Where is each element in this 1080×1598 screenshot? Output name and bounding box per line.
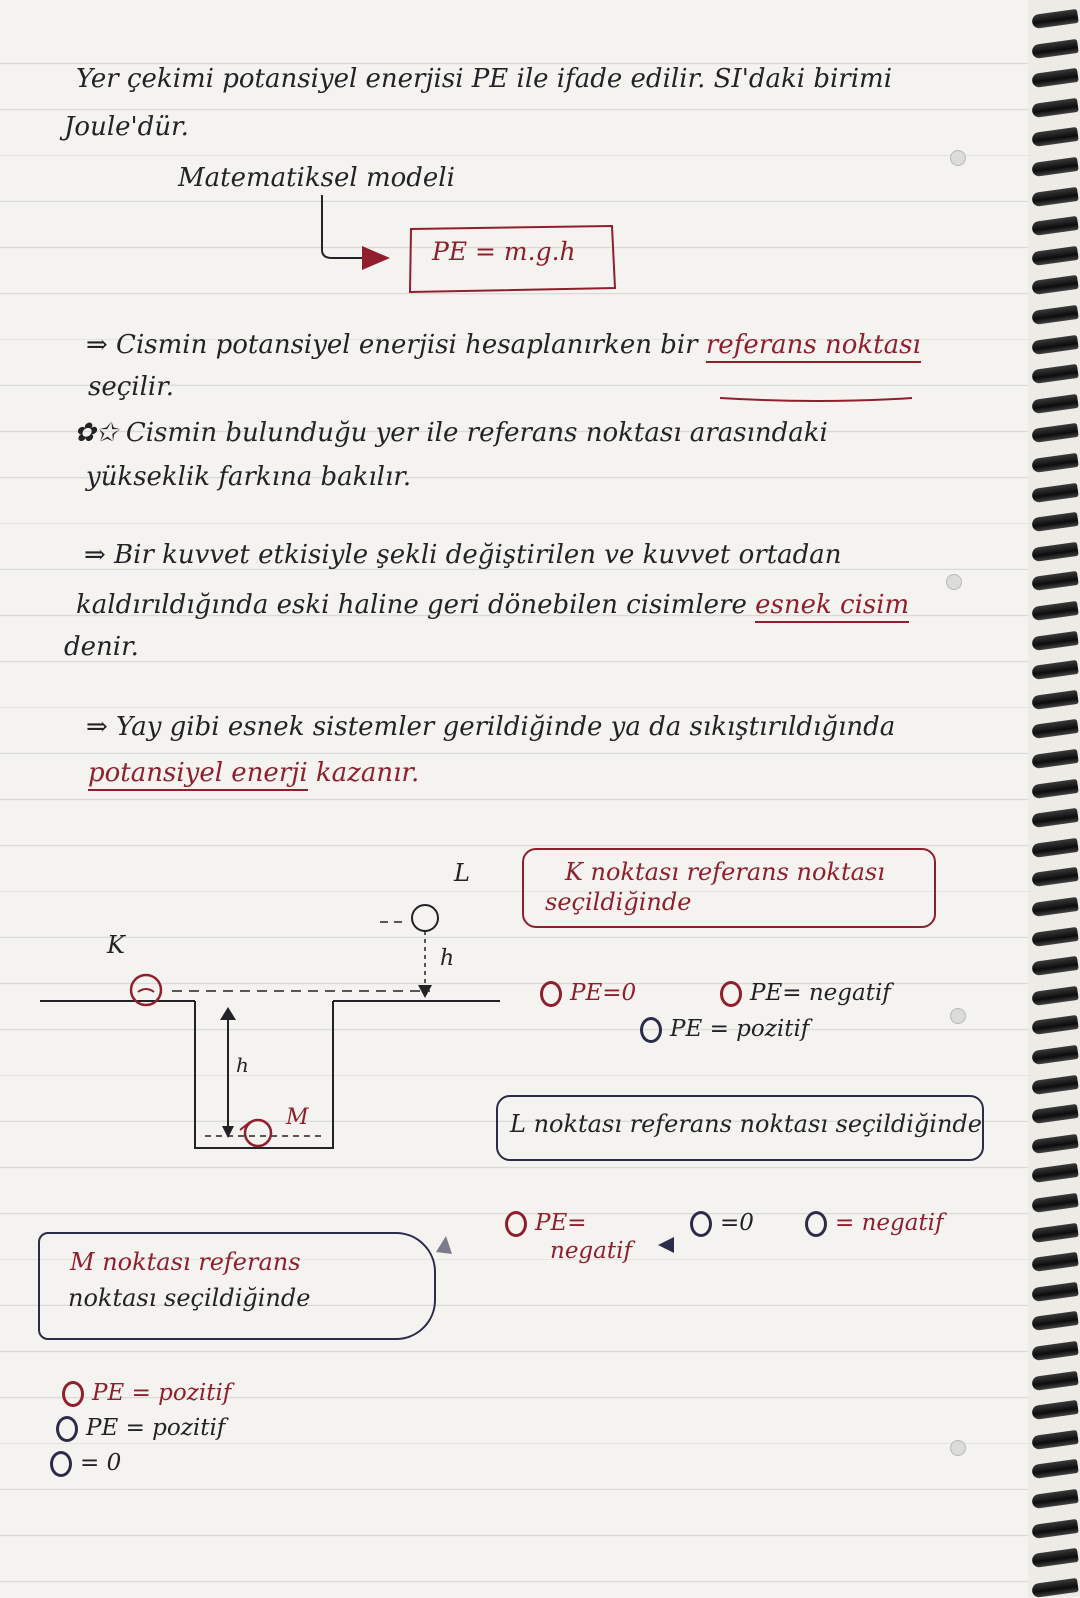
spiral-ring <box>1031 334 1079 354</box>
spiral-ring <box>1031 482 1079 502</box>
spiral-ring <box>1031 1400 1079 1420</box>
spiral-ring <box>1031 690 1079 710</box>
spiral-ring <box>1031 1459 1079 1479</box>
punch-hole <box>950 1440 966 1456</box>
ball-l <box>412 905 438 931</box>
spiral-ring <box>1031 1341 1079 1361</box>
spiral-ring <box>1031 68 1079 88</box>
spiral-ring <box>1031 1311 1079 1331</box>
paragraph-2-line-1: ✿✩ Cismin bulunduğu yer ile referans noktası arasındaki <box>74 418 828 448</box>
model-arrow-head <box>362 246 390 270</box>
spiral-ring <box>1031 423 1079 443</box>
option-bullet-icon <box>62 1381 84 1407</box>
spiral-ring <box>1031 9 1079 29</box>
label-h-l: h <box>440 946 455 971</box>
spiral-ring <box>1031 1193 1079 1213</box>
model-arrow <box>322 195 362 258</box>
spiral-ring <box>1031 630 1079 650</box>
paragraph-1-end: seçilir. <box>88 372 175 402</box>
spiral-ring <box>1031 453 1079 473</box>
paragraph-3-line-3: denir. <box>64 632 139 662</box>
model-label: Matematiksel modeli <box>178 163 455 193</box>
spiral-ring <box>1031 1578 1079 1598</box>
spiral-ring <box>1031 186 1079 206</box>
label-h-pit: h <box>236 1053 249 1077</box>
m-option-3-text: = 0 <box>80 1450 122 1476</box>
m-case-title-1: M noktası referans <box>70 1248 301 1276</box>
spiral-ring <box>1031 956 1079 976</box>
formula-box <box>410 226 615 292</box>
spiral-ring <box>1031 660 1079 680</box>
l-option-3 <box>805 1210 944 1237</box>
spiral-ring <box>1031 1252 1079 1272</box>
spiral-ring <box>1031 98 1079 118</box>
spiral-ring <box>1031 1518 1079 1538</box>
formula: PE = m.g.h <box>432 237 576 266</box>
option-bullet-icon <box>805 1211 827 1237</box>
option-bullet-icon <box>56 1416 78 1442</box>
spiral-ring <box>1031 897 1079 917</box>
label-k: K <box>107 931 125 959</box>
k-option-1 <box>540 980 636 1007</box>
spiral-ring <box>1031 127 1079 147</box>
spiral-ring <box>1031 394 1079 414</box>
paragraph-4-end: kazanır. <box>315 758 420 788</box>
punch-hole <box>950 150 966 166</box>
spiral-ring <box>1031 275 1079 295</box>
k-option-2-text: PE= negatif <box>750 980 891 1006</box>
l-option-1-text: PE= <box>535 1210 587 1236</box>
label-l: L <box>454 859 470 887</box>
spiral-ring <box>1031 808 1079 828</box>
option-bullet-icon <box>690 1211 712 1237</box>
spiral-ring <box>1031 216 1079 236</box>
spiral-ring <box>1031 926 1079 946</box>
m-option-1-text: PE = pozitif <box>92 1380 232 1406</box>
l-option-2-text: =0 <box>720 1210 754 1236</box>
spiral-ring <box>1031 542 1079 562</box>
spiral-ring <box>1031 778 1079 798</box>
spiral-ring <box>1031 1045 1079 1065</box>
reference-point-underline <box>720 398 912 401</box>
h-pit-arrowhead-top <box>220 1007 236 1020</box>
spiral-ring <box>1031 601 1079 621</box>
m-option-3 <box>50 1450 121 1477</box>
option-bullet-icon <box>540 981 562 1007</box>
spiral-ring <box>1031 1222 1079 1242</box>
spiral-ring <box>1031 38 1079 58</box>
punch-hole <box>950 1008 966 1024</box>
spiral-ring <box>1031 986 1079 1006</box>
spiral-ring <box>1031 719 1079 739</box>
m-option-2-text: PE = pozitif <box>86 1415 226 1441</box>
spiral-ring <box>1031 1015 1079 1035</box>
l-option-1-negative: negatif <box>550 1238 632 1264</box>
l-option-2 <box>690 1210 754 1237</box>
spiral-ring <box>1031 1282 1079 1302</box>
reference-point-term: referans noktası <box>706 330 921 363</box>
spiral-ring <box>1031 1370 1079 1390</box>
spiral-ring <box>1031 364 1079 384</box>
paragraph-2-line-2: yükseklik farkına bakılır. <box>86 462 412 492</box>
small-pointer <box>658 1237 674 1253</box>
m-option-1 <box>62 1380 231 1407</box>
spiral-ring <box>1031 1430 1079 1450</box>
ball-k-mark <box>138 989 154 992</box>
spiral-ring <box>1031 749 1079 769</box>
k-option-2 <box>720 980 891 1007</box>
intro-line-1: Yer çekimi potansiyel enerjisi PE ile ifade edilir. SI'daki birimi <box>76 64 893 94</box>
option-bullet-icon <box>50 1451 72 1477</box>
spiral-ring <box>1031 1548 1079 1568</box>
elastic-body-term: esnek cisim <box>755 590 909 623</box>
paragraph-1-start: ⇒ Cismin potansiyel enerjisi hesaplanırken bir <box>86 330 698 360</box>
pit-outline <box>195 1001 333 1148</box>
label-m: M <box>286 1105 309 1130</box>
spiral-ring <box>1031 246 1079 266</box>
spiral-ring <box>1031 838 1079 858</box>
paragraph-3-line-1: ⇒ Bir kuvvet etkisiyle şekli değiştirilen ve kuvvet ortadan <box>84 540 842 570</box>
k-option-3 <box>640 1016 809 1043</box>
spiral-ring <box>1031 157 1079 177</box>
option-bullet-icon <box>640 1017 662 1043</box>
spiral-ring <box>1031 571 1079 591</box>
l-option-1 <box>505 1210 587 1237</box>
l-option-3-text: = negatif <box>835 1210 944 1236</box>
spiral-ring <box>1031 1163 1079 1183</box>
spiral-ring <box>1031 1489 1079 1509</box>
spiral-ring <box>1031 867 1079 887</box>
potential-energy-term: potansiyel enerji <box>88 758 308 791</box>
intro-line-2: Joule'dür. <box>64 112 189 142</box>
paragraph-4-line-1: ⇒ Yay gibi esnek sistemler gerildiğinde ya da sıkıştırıldığında <box>86 712 896 742</box>
spiral-ring <box>1031 1104 1079 1124</box>
k-case-title-1: K noktası referans noktası <box>565 858 885 886</box>
m-case-title-2: noktası seçildiğinde <box>68 1284 311 1312</box>
spiral-ring <box>1031 512 1079 532</box>
option-bullet-icon <box>720 981 742 1007</box>
option-bullet-icon <box>505 1211 527 1237</box>
spiral-ring <box>1031 1134 1079 1154</box>
punch-hole <box>946 574 962 590</box>
spiral-ring <box>1031 1074 1079 1094</box>
k-option-1-text: PE=0 <box>570 980 637 1006</box>
small-pointer-2 <box>436 1236 452 1254</box>
k-option-3-text: PE = pozitif <box>670 1016 810 1042</box>
spiral-ring <box>1031 305 1079 325</box>
k-case-title-2: seçildiğinde <box>545 888 692 916</box>
paragraph-3-mid: kaldırıldığında eski haline geri dönebilen cisimlere <box>76 590 747 620</box>
spiral-binding <box>1028 0 1080 1597</box>
m-option-2 <box>56 1415 225 1442</box>
l-case-title: L noktası referans noktası seçildiğinde <box>510 1110 982 1138</box>
